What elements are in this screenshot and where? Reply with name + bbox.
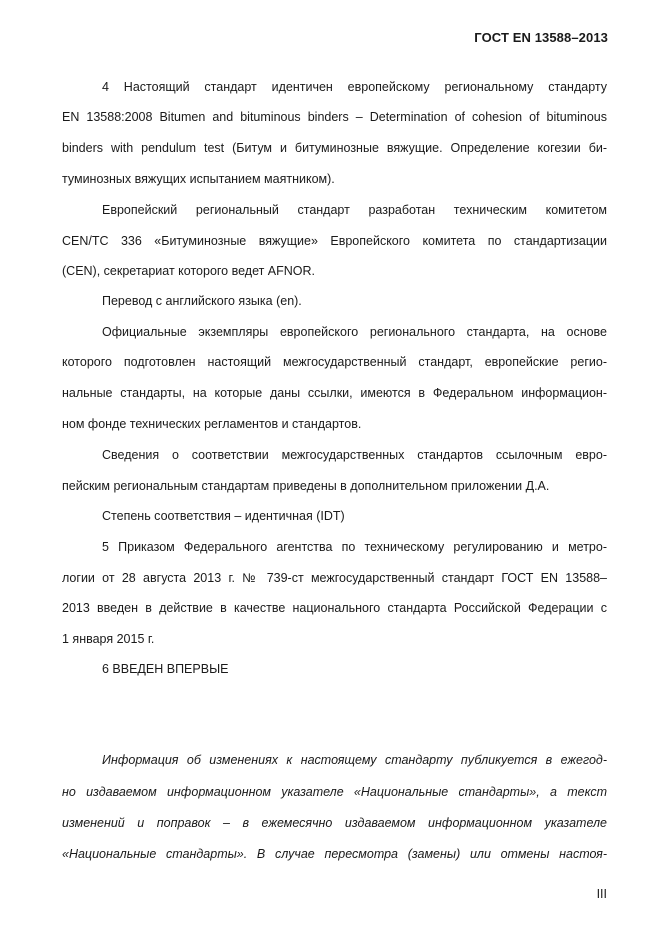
text-line: логии от 28 августа 2013 г. № 739-ст межгосударственный стандарт ГОСТ EN 13588– [62, 571, 607, 585]
text-line: 4 Настоящий стандарт идентичен европейскому региональному стандарту [102, 80, 607, 94]
text-line: Степень соответствия – идентичная (IDT) [102, 509, 345, 523]
text-line: binders with pendulum test (Битум и битуминозные вяжущие. Определение когезии би- [62, 141, 607, 155]
text-line: Перевод с английского языка (en). [102, 294, 302, 308]
info-text-line: «Национальные стандарты». В случае пересмотра (замены) или отмены настоя- [62, 847, 607, 861]
text-line: Европейский региональный стандарт разработан техническим комитетом [102, 203, 607, 217]
text-line: которого подготовлен настоящий межгосударственный стандарт, европейские регио- [62, 355, 607, 369]
text-line: 2013 введен в действие в качестве национального стандарта Российской Федерации с [62, 601, 607, 615]
text-line: Официальные экземпляры европейского регионального стандарта, на основе [102, 325, 607, 339]
text-line: Сведения о соответствии межгосударственных стандартов ссылочным евро- [102, 448, 607, 462]
text-line: CEN/TC 336 «Битуминозные вяжущие» Европейского комитета по стандартизации [62, 234, 607, 248]
text-line: пейским региональным стандартам приведены в дополнительном приложении Д.А. [62, 479, 550, 493]
document-code-header: ГОСТ EN 13588–2013 [474, 30, 608, 45]
text-line: нальные стандарты, на которые даны ссылки, имеются в Федеральном информацион- [62, 386, 607, 400]
text-line: ном фонде технических регламентов и стандартов. [62, 417, 362, 431]
info-text-line: Информация об изменениях к настоящему стандарту публикуется в ежегод- [102, 753, 607, 767]
text-line: EN 13588:2008 Bitumen and bituminous binders – Determination of cohesion of bituminous [62, 110, 607, 124]
text-line: (CEN), секретариат которого ведет AFNOR. [62, 264, 316, 278]
text-line: 5 Приказом Федерального агентства по техническому регулированию и метро- [102, 540, 607, 554]
info-text-line: изменений и поправок – в ежемесячно издаваемом информационном указателе [62, 816, 607, 830]
text-line: 6 ВВЕДЕН ВПЕРВЫЕ [102, 662, 229, 676]
text-line: 1 января 2015 г. [62, 632, 155, 646]
info-text-line: но издаваемом информационном указателе «Национальные стандарты», а текст [62, 785, 607, 799]
page-number: III [596, 887, 607, 901]
text-line: туминозных вяжущих испытанием маятником). [62, 172, 335, 186]
